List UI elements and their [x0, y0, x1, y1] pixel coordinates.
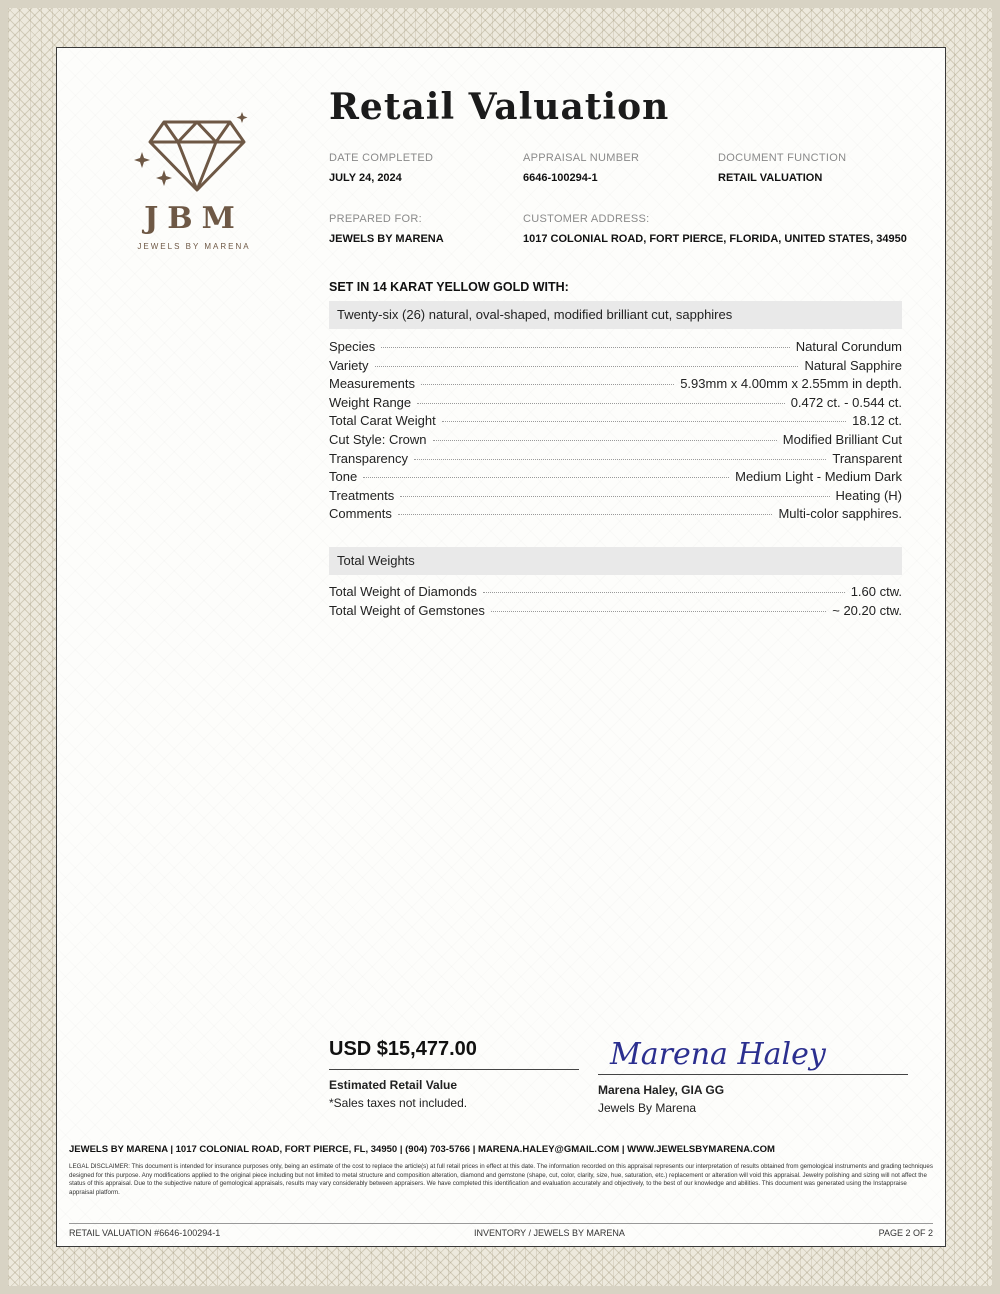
customer-address-label: CUSTOMER ADDRESS:: [523, 213, 650, 225]
spec-row: [329, 376, 902, 395]
spec-value: 0.472 ct. - 0.544 ct.: [790, 394, 902, 410]
prepared-for: [329, 213, 444, 245]
handwritten-signature: [598, 1026, 908, 1074]
spec-key: Treatments: [329, 487, 395, 503]
retail-value-label: Estimated Retail Value: [329, 1078, 458, 1092]
spec-key: Measurements: [329, 376, 415, 392]
date-completed: [329, 152, 433, 184]
legal-disclaimer: LEGAL DISCLAIMER: This document is intended for insurance purposes only, being an estimate of the cost to replace the article(s) at full retail prices in effect at this date. The information recorded on this appraisal represents our interpretation of results obtained from gemological instruments and grading techniques designed for this purpose. Any modifications applied to the original piece including but not limited to metal structure and composition alteration, diamond and gemstone (shape, cut, color, clarity, size, hue, saturation, etc.) replacement or alteration will void this appraisal. Jewelry polishing and sizing will not affect the status of this appraisal. Due to the subjective nature of gemological appraisals, results may vary considerably between appraisers. We have completed this identification and evaluation accurately and objectively, to the best of our knowledge and abilities. This document was generated using the Instappraise appraisal platform.: [69, 1163, 933, 1197]
weight-value: ~ 20.20 ctw.: [832, 602, 902, 618]
retail-value-amount: USD $15,477.00: [329, 1038, 579, 1070]
diamond-logo-icon: [134, 110, 254, 195]
tax-note: *Sales taxes not included.: [329, 1096, 468, 1110]
set-heading: SET IN 14 KARAT YELLOW GOLD WITH:: [329, 280, 569, 294]
item-description: Twenty-six (26) natural, oval-shaped, modified brilliant cut, sapphires: [329, 301, 902, 329]
weight-key: Total Weight of Gemstones: [329, 602, 485, 618]
customer-address: [523, 213, 907, 245]
spec-row: [329, 469, 902, 488]
spec-row: [329, 395, 902, 414]
appraisal-number: [523, 152, 639, 184]
spec-value: 5.93mm x 4.00mm x 2.55mm in depth.: [680, 376, 902, 392]
logo-tagline: JEWELS BY MARENA: [137, 242, 251, 251]
document-function: [718, 152, 846, 184]
spec-row: [329, 488, 902, 507]
weight-value: 1.60 ctw.: [850, 584, 902, 599]
spec-key: Species: [329, 339, 376, 354]
spec-key: Total Carat Weight: [329, 413, 436, 429]
company-logo: [129, 110, 259, 251]
footer-page-number: PAGE 2 OF 2: [878, 1228, 933, 1238]
prepared-for-label: PREPARED FOR:: [329, 213, 422, 225]
document-function-value: RETAIL VALUATION: [718, 172, 823, 184]
logo-monogram: JBM: [144, 201, 244, 236]
page-footer: [69, 1223, 933, 1238]
spec-value: Natural Sapphire: [804, 357, 902, 373]
spec-value: Modified Brilliant Cut: [782, 431, 902, 447]
weight-row: [329, 584, 902, 603]
spec-value: Multi-color sapphires.: [778, 506, 902, 522]
appraiser-company: Jewels By Marena: [598, 1101, 697, 1115]
weight-key: Total Weight of Diamonds: [329, 584, 477, 599]
spec-row: [329, 506, 902, 525]
spec-row: [329, 339, 902, 358]
spec-key: Transparency: [329, 450, 408, 466]
date-completed-label: DATE COMPLETED: [329, 152, 434, 164]
spec-row: [329, 451, 902, 470]
appraisal-number-label: APPRAISAL NUMBER: [523, 152, 640, 164]
spec-value: Natural Corundum: [795, 339, 902, 354]
appraiser-name: Marena Haley, GIA GG: [598, 1083, 725, 1097]
appraisal-number-value: 6646-100294-1: [523, 172, 598, 184]
spec-row: [329, 432, 902, 451]
date-completed-value: JULY 24, 2024: [329, 172, 402, 184]
page-title: Retail Valuation: [329, 86, 670, 128]
svg-text:Marena Haley: Marena Haley: [610, 1037, 826, 1072]
document-page: [56, 47, 946, 1247]
total-weights-heading: Total Weights: [329, 547, 902, 575]
spec-row: [329, 358, 902, 377]
signature-block: [598, 1026, 908, 1115]
contact-line: JEWELS BY MARENA | 1017 COLONIAL ROAD, FORT PIERCE, FL, 34950 | (904) 703-5766 | MARENA.HALEY@GMAIL.COM | WWW.JEWELSBYMARENA.COM: [69, 1144, 775, 1155]
spec-key: Cut Style: Crown: [329, 431, 427, 447]
spec-row: [329, 413, 902, 432]
spec-value: 18.12 ct.: [852, 413, 902, 429]
weights-list: [329, 584, 902, 621]
footer-inventory: INVENTORY / JEWELS BY MARENA: [474, 1228, 625, 1238]
prepared-for-value: JEWELS BY MARENA: [329, 233, 444, 245]
spec-key: Tone: [329, 469, 358, 485]
weight-row: [329, 603, 902, 622]
footer-document-id: RETAIL VALUATION #6646-100294-1: [69, 1228, 221, 1238]
spec-value: Transparent: [832, 450, 902, 466]
document-function-label: DOCUMENT FUNCTION: [718, 152, 847, 164]
retail-value-block: [329, 1038, 579, 1110]
spec-key: Variety: [329, 357, 369, 373]
spec-key: Weight Range: [329, 394, 412, 410]
spec-list: [329, 339, 902, 525]
customer-address-value: 1017 COLONIAL ROAD, FORT PIERCE, FLORIDA, UNITED STATES, 34950: [523, 233, 907, 245]
spec-value: Medium Light - Medium Dark: [735, 469, 902, 485]
spec-key: Comments: [329, 506, 392, 522]
spec-value: Heating (H): [835, 487, 902, 503]
